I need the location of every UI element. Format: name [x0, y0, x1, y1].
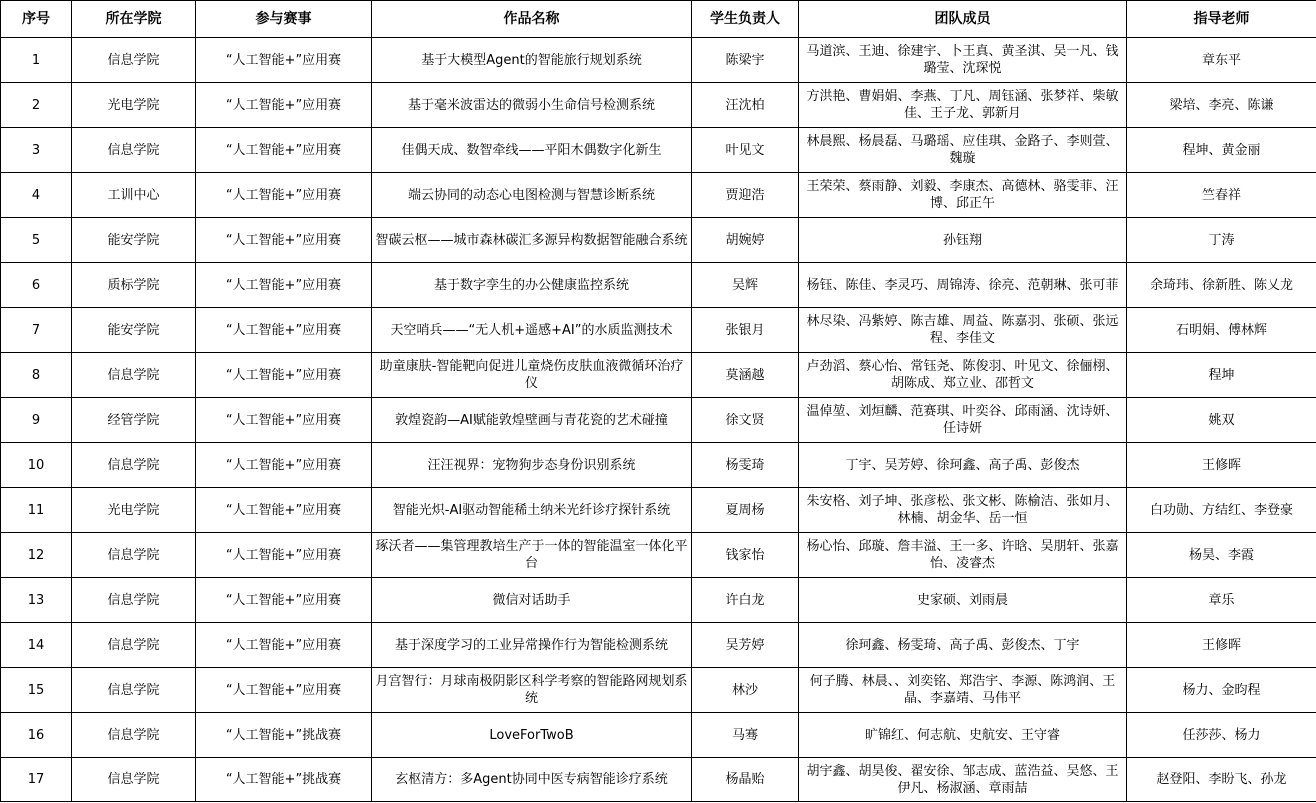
cell-index: 5 — [1, 218, 72, 263]
table-row — [1, 578, 1316, 623]
cell-student-leader: 许白龙 — [692, 578, 799, 623]
cell-student-leader: 林沙 — [692, 668, 799, 713]
header-team-members: 团队成员 — [799, 1, 1127, 38]
table-row — [1, 38, 1316, 83]
table-row — [1, 623, 1316, 668]
cell-index: 12 — [1, 533, 72, 578]
cell-project-name: LoveForTwoB — [372, 713, 692, 758]
cell-index: 1 — [1, 38, 72, 83]
cell-advisor: 王修晖 — [1127, 623, 1316, 668]
cell-student-leader: 贾迎浩 — [692, 173, 799, 218]
cell-project-name: 基于数字孪生的办公健康监控系统 — [372, 263, 692, 308]
cell-college: 信息学院 — [72, 668, 196, 713]
cell-advisor: 章乐 — [1127, 578, 1316, 623]
table-row — [1, 263, 1316, 308]
cell-index: 3 — [1, 128, 72, 173]
cell-college: 信息学院 — [72, 578, 196, 623]
header-project-name: 作品名称 — [372, 1, 692, 38]
cell-student-leader: 张银月 — [692, 308, 799, 353]
cell-index: 16 — [1, 713, 72, 758]
table-row — [1, 668, 1316, 713]
cell-advisor: 程坤、黄金丽 — [1127, 128, 1316, 173]
cell-index: 13 — [1, 578, 72, 623]
cell-college: 信息学院 — [72, 623, 196, 668]
cell-competition: “人工智能+”应用赛 — [196, 623, 372, 668]
cell-competition: “人工智能+”应用赛 — [196, 218, 372, 263]
cell-advisor: 任莎莎、杨力 — [1127, 713, 1316, 758]
header-index: 序号 — [1, 1, 72, 38]
cell-index: 7 — [1, 308, 72, 353]
cell-advisor: 程坤 — [1127, 353, 1316, 398]
cell-team-members: 朱安格、刘子坤、张彦松、张文彬、陈榆洁、张如月、林楠、胡金华、岳一恒 — [799, 488, 1127, 533]
cell-student-leader: 杨晶贻 — [692, 758, 799, 802]
cell-team-members: 方洪艳、曹娟娟、李燕、丁凡、周钰涵、张梦祥、柴敏佳、王子龙、郭新月 — [799, 83, 1127, 128]
table-row — [1, 128, 1316, 173]
cell-competition: “人工智能+”应用赛 — [196, 38, 372, 83]
table-row — [1, 308, 1316, 353]
table-row — [1, 398, 1316, 443]
cell-college: 光电学院 — [72, 83, 196, 128]
cell-student-leader: 吴芳婷 — [692, 623, 799, 668]
cell-team-members: 林尽染、冯紫婷、陈吉雄、周益、陈嘉羽、张硕、张远程、李佳文 — [799, 308, 1127, 353]
cell-index: 2 — [1, 83, 72, 128]
cell-project-name: 天空哨兵——“无人机+遥感+AI”的水质监测技术 — [372, 308, 692, 353]
cell-team-members: 徐珂鑫、杨雯琦、高子禹、彭俊杰、丁宇 — [799, 623, 1127, 668]
cell-student-leader: 徐文贤 — [692, 398, 799, 443]
cell-team-members: 何子腾、林晨、、刘奕铭、郑浩宇、李源、陈鸿润、王晶、李嘉靖、马伟平 — [799, 668, 1127, 713]
cell-competition: “人工智能+”应用赛 — [196, 533, 372, 578]
cell-project-name: 敦煌瓷韵—AI赋能敦煌壁画与青花瓷的艺术碰撞 — [372, 398, 692, 443]
cell-project-name: 基于深度学习的工业异常操作行为智能检测系统 — [372, 623, 692, 668]
cell-project-name: 智碳云枢——城市森林碳汇多源异构数据智能融合系统 — [372, 218, 692, 263]
cell-project-name: 汪汪视界：宠物狗步态身份识别系统 — [372, 443, 692, 488]
cell-student-leader: 夏周杨 — [692, 488, 799, 533]
cell-college: 能安学院 — [72, 218, 196, 263]
cell-project-name: 佳偶天成、数智牵线——平阳木偶数字化新生 — [372, 128, 692, 173]
table-row — [1, 83, 1316, 128]
cell-team-members: 孙钰翔 — [799, 218, 1127, 263]
cell-team-members: 丁宇、吴芳婷、徐珂鑫、高子禹、彭俊杰 — [799, 443, 1127, 488]
cell-project-name: 玄枢清方：多Agent协同中医专病智能诊疗系统 — [372, 758, 692, 802]
header-advisor: 指导老师 — [1127, 1, 1316, 38]
cell-project-name: 端云协同的动态心电图检测与智慧诊断系统 — [372, 173, 692, 218]
header-student-leader: 学生负责人 — [692, 1, 799, 38]
cell-project-name: 智能光炽-AI驱动智能稀土纳米光纤诊疗探针系统 — [372, 488, 692, 533]
cell-advisor: 王修晖 — [1127, 443, 1316, 488]
table-row — [1, 758, 1316, 802]
cell-student-leader: 胡婉婷 — [692, 218, 799, 263]
cell-college: 能安学院 — [72, 308, 196, 353]
cell-competition: “人工智能+”应用赛 — [196, 668, 372, 713]
cell-project-name: 月宫智行：月球南极阴影区科学考察的智能路网规划系统 — [372, 668, 692, 713]
cell-team-members: 林晨熙、杨晨磊、马璐瑶、应佳琪、金路子、李则萱、魏璇 — [799, 128, 1127, 173]
cell-advisor: 杨昊、李霞 — [1127, 533, 1316, 578]
table-row — [1, 443, 1316, 488]
cell-team-members: 马道滨、王迪、徐建宇、卜王真、黄圣淇、吴一凡、钱璐莹、沈琛悦 — [799, 38, 1127, 83]
cell-college: 信息学院 — [72, 533, 196, 578]
cell-index: 11 — [1, 488, 72, 533]
cell-competition: “人工智能+”应用赛 — [196, 353, 372, 398]
table-row — [1, 173, 1316, 218]
cell-team-members: 史家硕、刘雨晨 — [799, 578, 1127, 623]
cell-project-name: 基于毫米波雷达的微弱小生命信号检测系统 — [372, 83, 692, 128]
cell-competition: “人工智能+”应用赛 — [196, 398, 372, 443]
cell-college: 工训中心 — [72, 173, 196, 218]
cell-competition: “人工智能+”应用赛 — [196, 578, 372, 623]
cell-student-leader: 杨雯琦 — [692, 443, 799, 488]
cell-competition: “人工智能+”挑战赛 — [196, 758, 372, 802]
header-competition: 参与赛事 — [196, 1, 372, 38]
cell-competition: “人工智能+”应用赛 — [196, 488, 372, 533]
cell-college: 信息学院 — [72, 758, 196, 802]
table-row — [1, 713, 1316, 758]
cell-college: 信息学院 — [72, 128, 196, 173]
cell-advisor: 梁培、李亮、陈谦 — [1127, 83, 1316, 128]
cell-student-leader: 陈梁宇 — [692, 38, 799, 83]
cell-college: 光电学院 — [72, 488, 196, 533]
cell-competition: “人工智能+”应用赛 — [196, 308, 372, 353]
cell-student-leader: 汪沈柏 — [692, 83, 799, 128]
cell-team-members: 卢劲滔、蔡心怡、常钰尧、陈俊羽、叶见文、徐俪栩、胡陈成、郑立业、邵哲文 — [799, 353, 1127, 398]
cell-college: 信息学院 — [72, 353, 196, 398]
cell-student-leader: 钱家怡 — [692, 533, 799, 578]
cell-project-name: 助童康肤-智能靶向促进儿童烧伤皮肤血液微循环治疗仪 — [372, 353, 692, 398]
cell-college: 信息学院 — [72, 38, 196, 83]
cell-competition: “人工智能+”应用赛 — [196, 83, 372, 128]
cell-advisor: 章东平 — [1127, 38, 1316, 83]
cell-advisor: 姚双 — [1127, 398, 1316, 443]
cell-project-name: 微信对话助手 — [372, 578, 692, 623]
cell-competition: “人工智能+”应用赛 — [196, 173, 372, 218]
cell-index: 4 — [1, 173, 72, 218]
cell-index: 9 — [1, 398, 72, 443]
table-row — [1, 533, 1316, 578]
cell-advisor: 赵登阳、李盼飞、孙龙 — [1127, 758, 1316, 802]
header-row — [1, 1, 1316, 38]
cell-student-leader: 吴辉 — [692, 263, 799, 308]
cell-index: 17 — [1, 758, 72, 802]
cell-college: 信息学院 — [72, 713, 196, 758]
table-row — [1, 218, 1316, 263]
cell-advisor: 竺春祥 — [1127, 173, 1316, 218]
cell-project-name: 琢沃者——集管理教培生产于一体的智能温室一体化平台 — [372, 533, 692, 578]
cell-competition: “人工智能+”应用赛 — [196, 263, 372, 308]
cell-project-name: 基于大模型Agent的智能旅行规划系统 — [372, 38, 692, 83]
cell-advisor: 丁涛 — [1127, 218, 1316, 263]
cell-competition: “人工智能+”应用赛 — [196, 128, 372, 173]
cell-student-leader: 莫涵越 — [692, 353, 799, 398]
cell-college: 经管学院 — [72, 398, 196, 443]
cell-team-members: 杨心怡、邱璇、詹丰溢、王一多、许晗、吴朋轩、张嘉怡、凌睿杰 — [799, 533, 1127, 578]
cell-competition: “人工智能+”挑战赛 — [196, 713, 372, 758]
cell-index: 14 — [1, 623, 72, 668]
cell-index: 10 — [1, 443, 72, 488]
cell-team-members: 温倬堃、刘烜麟、范赛琪、叶奕谷、邱雨涵、沈诗妍、任诗妍 — [799, 398, 1127, 443]
cell-team-members: 杨钰、陈佳、李灵巧、周锦涛、徐亮、范朝琳、张可菲 — [799, 263, 1127, 308]
cell-competition: “人工智能+”应用赛 — [196, 443, 372, 488]
cell-team-members: 王荣荣、蔡雨静、刘毅、李康杰、高德林、骆雯菲、汪博、邱正午 — [799, 173, 1127, 218]
cell-advisor: 余琦玮、徐新胜、陈乂龙 — [1127, 263, 1316, 308]
cell-advisor: 杨力、金昀程 — [1127, 668, 1316, 713]
header-college: 所在学院 — [72, 1, 196, 38]
cell-index: 8 — [1, 353, 72, 398]
table-row — [1, 488, 1316, 533]
cell-team-members: 旷锦红、何志航、史航安、王守睿 — [799, 713, 1127, 758]
table-row — [1, 353, 1316, 398]
cell-team-members: 胡宇鑫、胡昊俊、翟安徐、邹志成、蓝浩益、吴悠、王伊凡、杨淑涵、章雨喆 — [799, 758, 1127, 802]
cell-advisor: 白功勋、方结红、李登豪 — [1127, 488, 1316, 533]
cell-college: 信息学院 — [72, 443, 196, 488]
cell-index: 15 — [1, 668, 72, 713]
cell-index: 6 — [1, 263, 72, 308]
cell-student-leader: 马骞 — [692, 713, 799, 758]
cell-student-leader: 叶见文 — [692, 128, 799, 173]
cell-advisor: 石明娟、傅林辉 — [1127, 308, 1316, 353]
cell-college: 质标学院 — [72, 263, 196, 308]
